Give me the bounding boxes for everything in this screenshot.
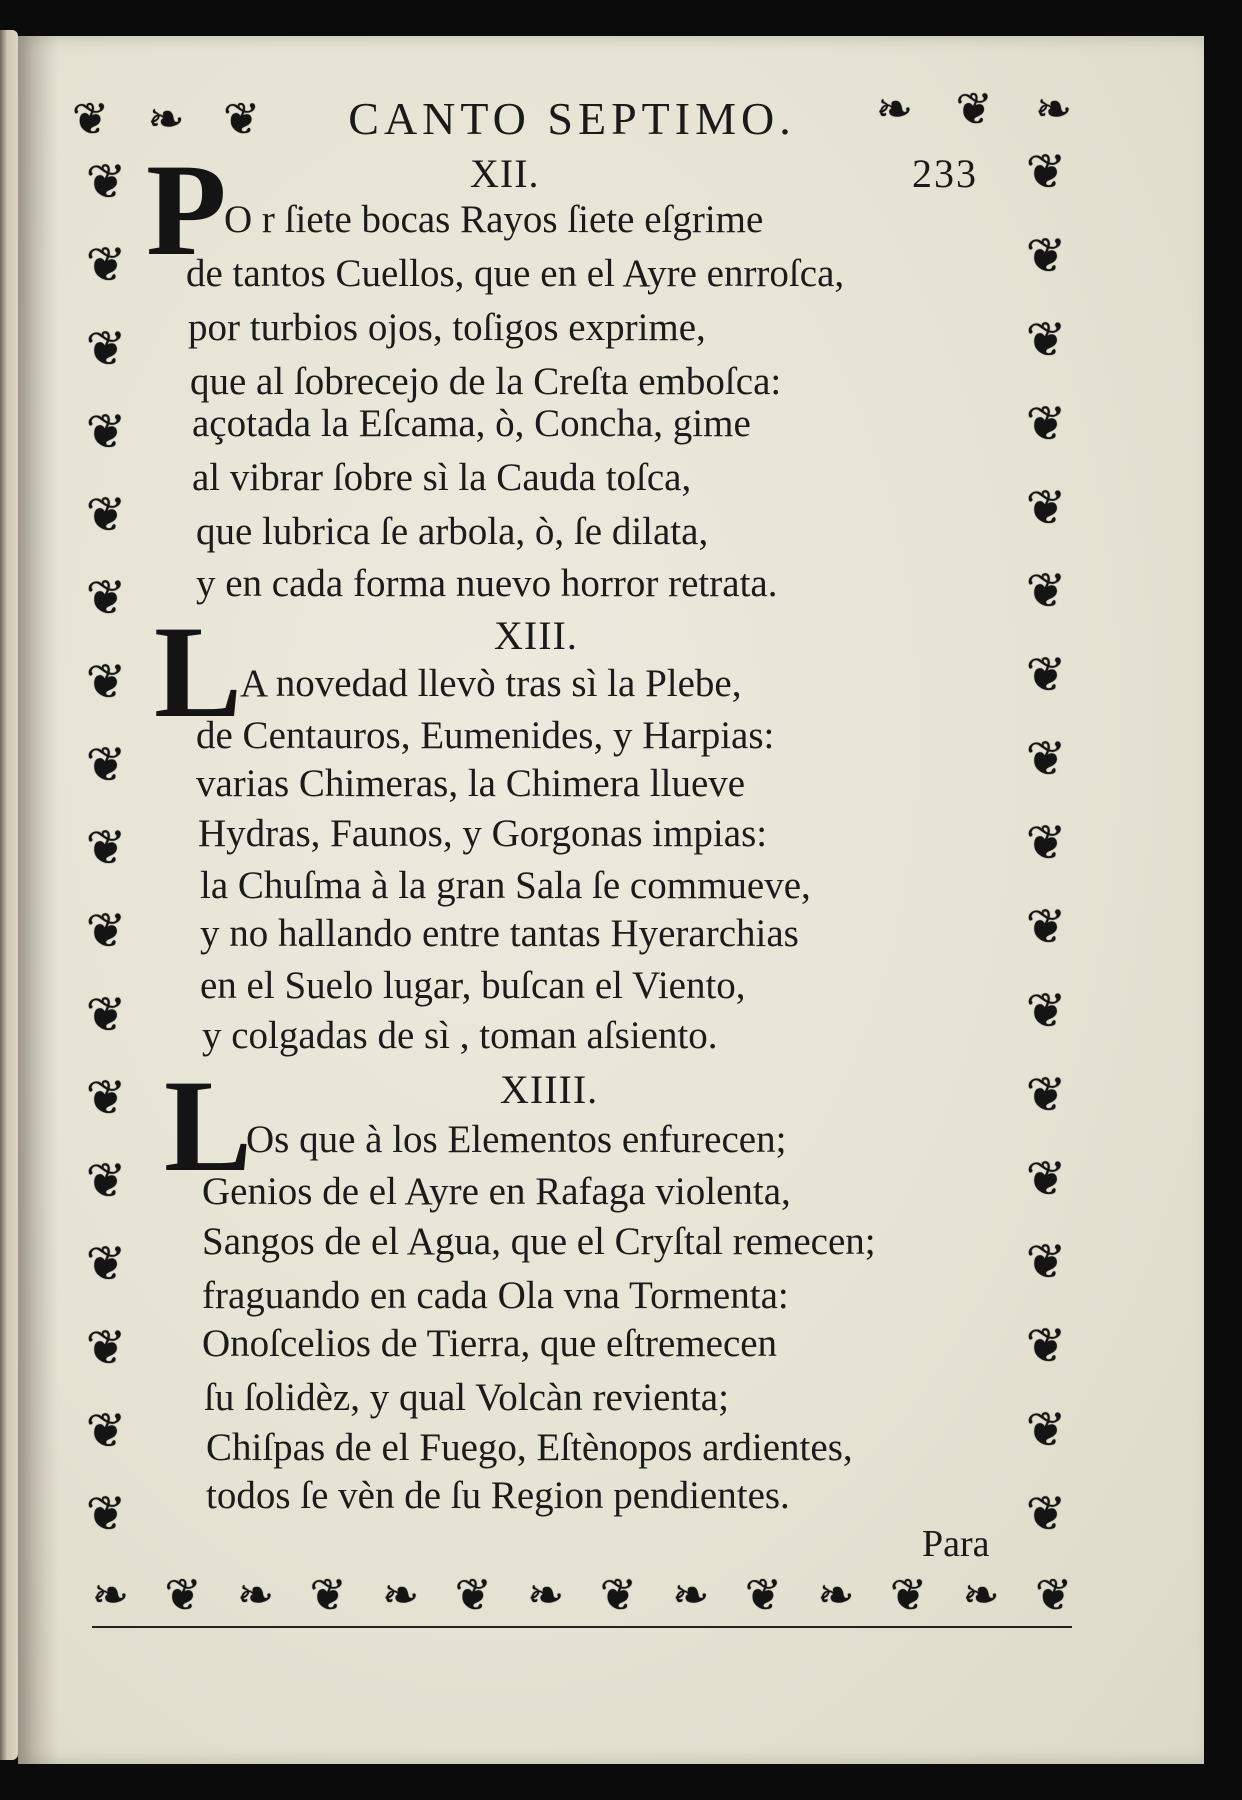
fleuron-ornament-icon: ❦ bbox=[1025, 1066, 1067, 1123]
verse-line: O r ſiete bocas Rayos ſiete eſgrime bbox=[224, 198, 764, 241]
verse-line: y colgadas de sì , toman aſsiento. bbox=[202, 1014, 718, 1057]
fleuron-ornament-icon: ❧ bbox=[237, 1570, 274, 1621]
fleuron-ornament-icon: ❦ bbox=[1025, 731, 1067, 788]
verse-line: la Chuſma à la gran Sala ſe commueve, bbox=[200, 864, 811, 907]
verse-line: Chiſpas de el Fuego, Eſtènopos ardientes, bbox=[206, 1426, 853, 1469]
fleuron-ornament-icon: ❦ bbox=[85, 1236, 127, 1293]
fleuron-ornament-icon: ❦ bbox=[309, 1570, 347, 1621]
verse-line: todos ſe vèn de ſu Region pendientes. bbox=[206, 1474, 790, 1517]
fleuron-ornament-icon: ❧ bbox=[672, 1570, 710, 1621]
verse-line: açotada la Eſcama, ò, Concha, gime bbox=[192, 402, 751, 445]
fleuron-ornament-icon: ❦ bbox=[1025, 1234, 1067, 1291]
fleuron-ornament-icon: ❦ bbox=[85, 237, 127, 294]
fleuron-ornament-icon: ❦ bbox=[85, 403, 127, 460]
verse-line: que al ſobrecejo de la Creſta emboſca: bbox=[190, 360, 782, 403]
left-ornament-border bbox=[76, 154, 136, 1542]
fleuron-ornament-icon: ❧ bbox=[962, 1570, 1000, 1621]
bottom-ornament-border bbox=[92, 1570, 1072, 1621]
fleuron-ornament-icon: ❦ bbox=[1025, 479, 1067, 536]
verse-line: en el Suelo lugar, buſcan el Viento, bbox=[200, 964, 746, 1007]
verse-line: al vibrar ſobre sì la Cauda toſca, bbox=[192, 456, 692, 499]
verse-line: de tantos Cuellos, que en el Ayre enrroſca, bbox=[186, 252, 845, 295]
fleuron-ornament-icon: ❦ bbox=[85, 1069, 127, 1126]
previous-page-edge bbox=[0, 30, 18, 1760]
fleuron-ornament-icon: ❦ bbox=[1035, 1570, 1072, 1621]
fleuron-ornament-icon: ❦ bbox=[744, 1570, 782, 1621]
fleuron-ornament-icon: ❦ bbox=[85, 653, 127, 710]
fleuron-ornament-icon: ❦ bbox=[599, 1570, 637, 1621]
fleuron-ornament-icon: ❧ bbox=[147, 94, 185, 145]
verse-line: y no hallando entre tantas Hyerarchias bbox=[200, 912, 799, 955]
fleuron-ornament-icon: ❦ bbox=[1025, 395, 1067, 452]
right-ornament-border bbox=[1016, 144, 1076, 1542]
fleuron-ornament-icon: ❦ bbox=[85, 1153, 127, 1209]
fleuron-ornament-icon: ❦ bbox=[1025, 647, 1067, 704]
fleuron-ornament-icon: ❦ bbox=[72, 94, 109, 145]
verse-line: y en cada forma nuevo horror retrata. bbox=[196, 562, 778, 605]
fleuron-ornament-icon: ❦ bbox=[85, 487, 127, 543]
fleuron-ornament-icon: ❦ bbox=[223, 94, 260, 145]
fleuron-ornament-icon: ❦ bbox=[1025, 563, 1067, 620]
verse-line: Genios de el Ayre en Rafaga violenta, bbox=[202, 1170, 791, 1213]
drop-cap: P bbox=[146, 136, 227, 283]
stanza-number: XII. bbox=[470, 151, 540, 196]
drop-cap: L bbox=[154, 598, 243, 745]
fleuron-ornament-icon: ❦ bbox=[890, 1570, 927, 1621]
fleuron-ornament-icon: ❦ bbox=[955, 84, 993, 135]
fleuron-ornament-icon: ❦ bbox=[85, 320, 127, 377]
fleuron-ornament-icon: ❦ bbox=[85, 820, 127, 876]
verse-line: que lubrica ſe arbola, ò, ſe dilata, bbox=[196, 510, 709, 553]
fleuron-ornament-icon: ❦ bbox=[454, 1570, 492, 1621]
fleuron-ornament-icon: ❦ bbox=[85, 1486, 127, 1542]
fleuron-ornament-icon: ❧ bbox=[527, 1570, 565, 1621]
fleuron-ornament-icon: ❧ bbox=[382, 1570, 420, 1621]
fleuron-ornament-icon: ❦ bbox=[85, 903, 127, 960]
top-ornament-right bbox=[876, 84, 1072, 135]
fleuron-ornament-icon: ❦ bbox=[1025, 815, 1067, 871]
verse-line: de Centauros, Eumenides, y Harpias: bbox=[196, 714, 775, 757]
verse-line: Os que à los Elementos enfurecen; bbox=[246, 1118, 787, 1161]
verse-line: Onoſcelios de Tierra, que eſtremecen bbox=[202, 1322, 778, 1365]
fleuron-ornament-icon: ❦ bbox=[1025, 144, 1067, 200]
running-head: CANTO SEPTIMO. bbox=[348, 93, 796, 144]
verse-line: Sangos de el Agua, que el Cryſtal remecen; bbox=[202, 1220, 876, 1263]
catchword: Para bbox=[922, 1523, 990, 1565]
fleuron-ornament-icon: ❦ bbox=[1025, 1150, 1067, 1207]
fleuron-ornament-icon: ❧ bbox=[92, 1570, 129, 1621]
fleuron-ornament-icon: ❦ bbox=[1025, 1318, 1067, 1375]
stanza-number: XIIII. bbox=[500, 1067, 599, 1112]
stanza-number: XIII. bbox=[494, 613, 578, 658]
verse-line: por turbios ojos, toſigos exprime, bbox=[188, 306, 706, 349]
fleuron-ornament-icon: ❦ bbox=[1025, 311, 1067, 368]
fleuron-ornament-icon: ❦ bbox=[1025, 1402, 1067, 1459]
fleuron-ornament-icon: ❦ bbox=[85, 154, 127, 210]
fleuron-ornament-icon: ❦ bbox=[85, 986, 127, 1043]
fleuron-ornament-icon: ❦ bbox=[1025, 982, 1067, 1039]
verse-line: fraguando en cada Ola vna Tormenta: bbox=[202, 1274, 789, 1317]
fleuron-ornament-icon: ❦ bbox=[164, 1570, 202, 1621]
fleuron-ornament-icon: ❧ bbox=[1035, 84, 1072, 135]
verse-line: varias Chimeras, la Chimera llueve bbox=[196, 762, 746, 805]
fleuron-ornament-icon: ❦ bbox=[1025, 1486, 1067, 1542]
fleuron-ornament-icon: ❦ bbox=[85, 570, 127, 627]
fleuron-ornament-icon: ❧ bbox=[876, 84, 913, 135]
page-number: 233 bbox=[912, 151, 978, 196]
gutter-shadow bbox=[18, 36, 58, 1764]
fleuron-ornament-icon: ❦ bbox=[85, 736, 127, 793]
fleuron-ornament-icon: ❧ bbox=[817, 1570, 855, 1621]
verse-line: A novedad llevò tras sì la Plebe, bbox=[240, 662, 742, 705]
verse-line: Hydras, Faunos, y Gorgonas impias: bbox=[198, 812, 768, 855]
drop-cap: L bbox=[164, 1052, 253, 1199]
fleuron-ornament-icon: ❦ bbox=[1025, 227, 1067, 284]
fleuron-ornament-icon: ❦ bbox=[1025, 898, 1067, 955]
fleuron-ornament-icon: ❦ bbox=[85, 1402, 127, 1459]
fleuron-ornament-icon: ❦ bbox=[85, 1319, 127, 1376]
verse-line: ſu ſolidèz, y qual Volcàn revienta; bbox=[204, 1376, 729, 1419]
bottom-rule bbox=[92, 1626, 1072, 1628]
